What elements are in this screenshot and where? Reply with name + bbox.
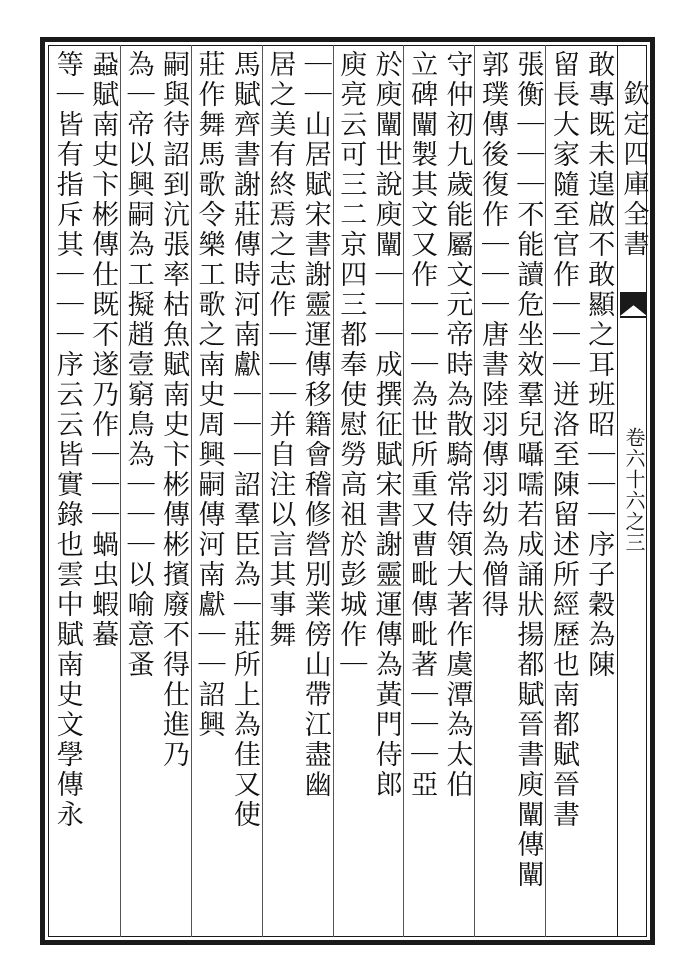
- text-column: 郭璞傳後復作｜｜｜唐書陸羽傳羽幼為僧得: [476, 50, 508, 620]
- header-divider-line: [620, 316, 647, 318]
- text-column: 敢專既未遑啟不敢顯之耳班昭｜｜｜序子穀為陳: [583, 50, 615, 680]
- text-column: 立碑闡製其文又作｜｜｜為世所重又曹毗傳毗著｜｜｜亞: [406, 50, 438, 800]
- text-column: 馬賦齊書謝莊傳時河南獻｜｜｜詔羣臣為｜莊所上為佳又使: [228, 50, 260, 830]
- text-column: 等｜皆有指斥其｜｜｜序云云皆實錄也雲中賦南史文學傳永: [51, 50, 83, 830]
- text-column: 蝨賦南史卞彬傳仕既不遂乃作｜｜｜蝸虫蝦蟇: [87, 50, 119, 650]
- text-column: 留長大家隨至官作｜｜｜迸洛至陳留述所經歷也南都賦晉書: [547, 50, 579, 830]
- text-column: ｜｜山居賦宋書謝靈運傳移籍會稽修營別業傍山帶江盡幽: [299, 50, 331, 800]
- text-column: 嗣與待詔到沆張率枯魚賦南史卞彬傳彬擯廢不得仕進乃: [158, 50, 190, 770]
- text-column: 莊作舞馬歌令樂工歌之南史周興嗣傳河南獻｜｜詔興: [193, 50, 225, 740]
- text-column: 為｜帝以興嗣為工擬趙壹窮鳥為｜｜｜以喻意蚤: [122, 50, 154, 680]
- text-column: 居之美有終焉之志作｜｜｜并自注以言其事舞: [264, 50, 296, 650]
- text-column: 於庾闡世說庾闡｜｜｜成撰征賦宋書謝靈運傳為黃門侍郎: [370, 50, 402, 800]
- text-column: 張衡｜｜｜不能讀危坐效羣兒囁嚅若成誦狀揚都賦晉書庾闡傳闡: [512, 50, 544, 890]
- volume-label: 卷六十六之三: [622, 427, 646, 553]
- text-column: 庾亮云可三二京四三都奉使慰勞高祖於彭城作｜: [335, 50, 367, 680]
- series-title: 欽定四庫全書: [619, 80, 649, 260]
- text-column: 守仲初九歲能屬文元帝時為散騎常侍領大著作虞潭為太伯: [441, 50, 473, 800]
